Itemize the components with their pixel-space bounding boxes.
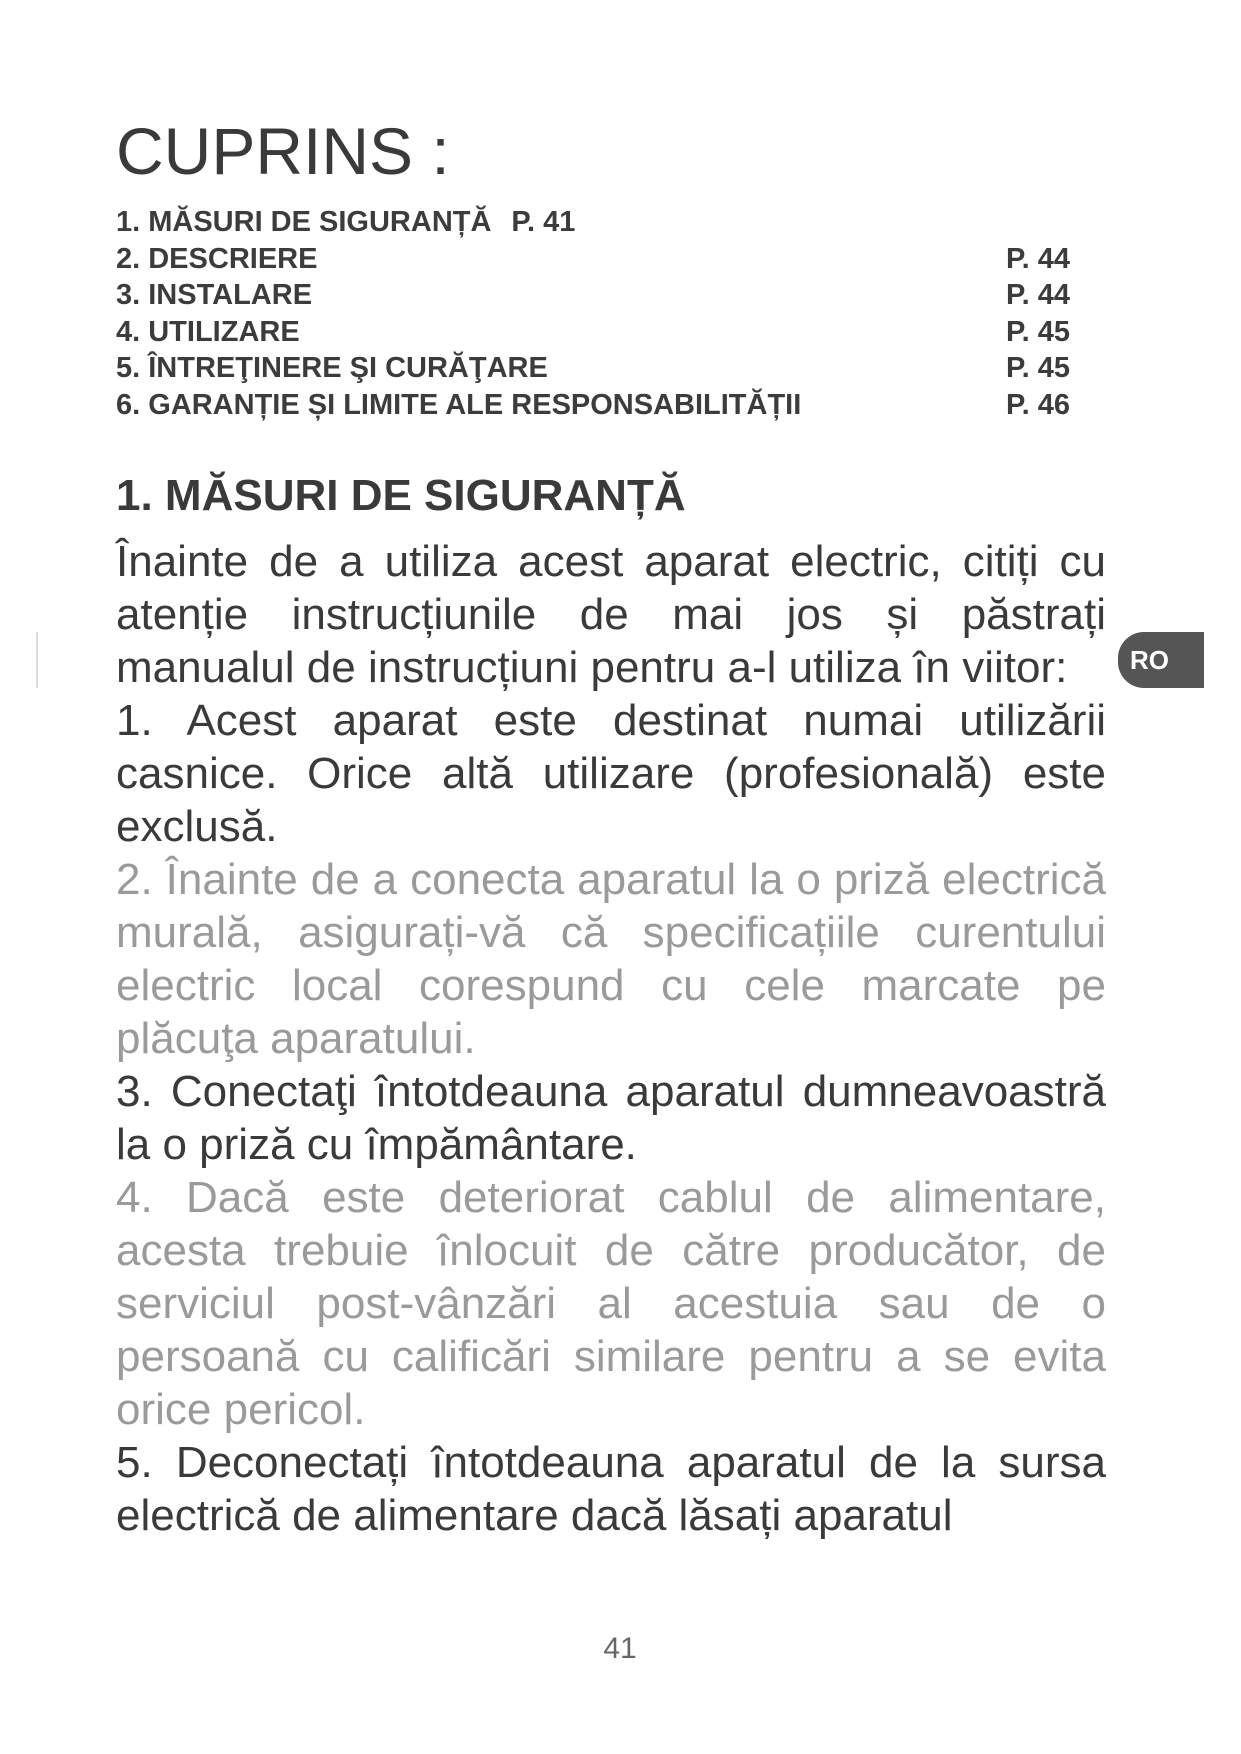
toc-item [116, 277, 1076, 314]
toc-item [116, 314, 1076, 351]
toc-item-page: P. 44 [1006, 242, 1070, 275]
safety-point: 1. Acest aparat este destinat numai utilizării casnice. Orice altă utilizare (profesională) este exclusă. [116, 696, 1106, 851]
page-number: 41 [603, 1632, 637, 1665]
toc-item-page: P. 45 [1006, 315, 1070, 348]
toc-item [116, 350, 1076, 387]
safety-point: 5. Deconectați întotdeauna aparatul de la sursa electrică de alimentare dacă lăsați aparatul [116, 1438, 1106, 1540]
table-of-contents [116, 204, 1076, 423]
toc-item [116, 204, 1076, 241]
toc-item-label: 4. UTILIZARE [116, 315, 300, 348]
toc-item [116, 241, 1076, 278]
safety-point: 3. Conectaţi întotdeauna aparatul dumneavoastră la o priză cu împământare. [116, 1067, 1106, 1169]
toc-item-label: 1. MĂSURI DE SIGURANȚĂ [116, 206, 492, 238]
toc-item-label: 3. INSTALARE [116, 279, 313, 311]
toc-item-page: P. 46 [1006, 388, 1070, 421]
margin-marker [36, 632, 38, 688]
language-tab-label: RO [1130, 645, 1169, 675]
intro-paragraph: Înainte de a utiliza acest aparat electric, citiți cu atenție instrucțiunile de mai jos și păstrați manualul de instrucțiuni pentru a-l utiliza în viitor: [116, 537, 1106, 692]
toc-item-page: P. 44 [1006, 279, 1070, 311]
section-body [116, 535, 1106, 1542]
toc-title: CUPRINS : [116, 114, 450, 188]
toc-item [116, 387, 1076, 424]
toc-item-page: P. 45 [1006, 352, 1070, 384]
toc-item-page: P. 41 [511, 206, 576, 238]
safety-point: 4. Dacă este deteriorat cablul de alimentare, acesta trebuie înlocuit de către producător, de serviciul post-vânzări al acestuia sau de o persoană cu calificări similare pentru a se evita orice pericol. [116, 1173, 1106, 1434]
toc-item-label: 6. GARANȚIE ȘI LIMITE ALE RESPONSABILITĂȚII [116, 388, 802, 421]
section-title: 1. MĂSURI DE SIGURANȚĂ [116, 471, 686, 520]
safety-point: 2. Înainte de a conecta aparatul la o priză electrică murală, asigurați-vă că specificațiile curentului electric local corespund cu cele marcate pe plăcuţa aparatului. [116, 855, 1106, 1063]
toc-item-label: 5. ÎNTREŢINERE ŞI CURĂŢARE [116, 352, 548, 384]
language-tab [1118, 632, 1204, 688]
toc-item-label: 2. DESCRIERE [116, 242, 318, 275]
